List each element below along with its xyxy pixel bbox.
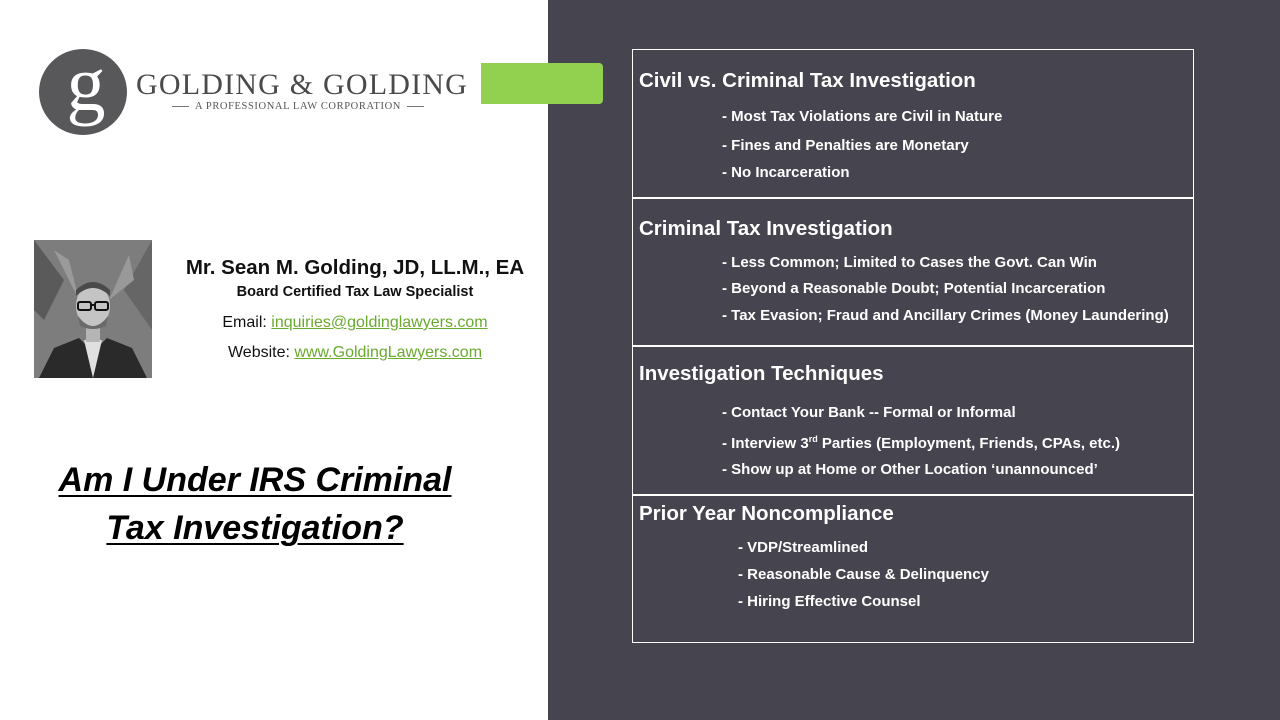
website-line [160, 338, 550, 368]
list-item-part: Parties (Employment, Friends, CPAs, etc.) [817, 435, 1121, 452]
ordinal-suffix: rd [808, 434, 818, 444]
svg-text:g: g [66, 48, 106, 127]
attorney-name: Mr. Sean M. Golding, JD, LL.M., EA [185, 256, 525, 279]
subtitle-rule-left [172, 106, 189, 107]
section-title: Civil vs. Criminal Tax Investigation [639, 69, 976, 92]
list-item: - Less Common; Limited to Cases the Govt. Can Win [722, 254, 1097, 271]
email-link[interactable]: inquiries@goldinglawyers.com [271, 314, 488, 331]
page-title [20, 456, 490, 552]
title-line-1: Am I Under IRS Criminal [58, 461, 452, 499]
website-label: Website: [227, 344, 290, 361]
portrait-image [34, 240, 152, 378]
website-link[interactable]: www.GoldingLawyers.com [294, 344, 483, 361]
list-item: - Beyond a Reasonable Doubt; Potential Incarceration [722, 280, 1106, 297]
attorney-photo [34, 240, 152, 378]
list-item: - Show up at Home or Other Location ‘unannounced’ [722, 461, 1098, 478]
section-investigation-techniques [633, 347, 1193, 494]
firm-subtitle-text: A PROFESSIONAL LAW CORPORATION [195, 101, 401, 112]
list-item: - Fines and Penalties are Monetary [722, 137, 969, 154]
section-criminal-investigation [633, 199, 1193, 346]
list-item: - No Incarceration [722, 164, 850, 181]
email-label: Email: [222, 314, 267, 331]
golding-logo-icon [38, 48, 128, 136]
list-item: - Most Tax Violations are Civil in Nature [722, 108, 1003, 125]
section-title: Investigation Techniques [639, 362, 884, 385]
list-item-part: - Interview 3 [722, 435, 809, 452]
list-item: - Tax Evasion; Fraud and Ancillary Crimes (Money Laundering) [722, 307, 1169, 324]
attorney-title: Board Certified Tax Law Specialist [236, 284, 474, 300]
contact-card [160, 254, 550, 368]
list-item [722, 434, 1120, 452]
section-civil-vs-criminal [633, 50, 1193, 198]
firm-subtitle [172, 101, 424, 112]
section-title: Prior Year Noncompliance [639, 502, 894, 525]
title-line-2: Tax Investigation? [106, 509, 404, 547]
email-line [160, 308, 550, 338]
list-item: - Contact Your Bank -- Formal or Informal [722, 404, 1016, 421]
section-prior-year-noncompliance [633, 496, 1193, 642]
list-item: - Hiring Effective Counsel [738, 593, 921, 610]
firm-name: GOLDING & GOLDING [136, 68, 469, 101]
accent-tab [481, 63, 603, 104]
topics-panel [632, 49, 1194, 643]
list-item: - VDP/Streamlined [738, 539, 869, 556]
list-item: - Reasonable Cause & Delinquency [738, 566, 989, 583]
subtitle-rule-right [407, 106, 424, 107]
section-title: Criminal Tax Investigation [639, 217, 893, 240]
